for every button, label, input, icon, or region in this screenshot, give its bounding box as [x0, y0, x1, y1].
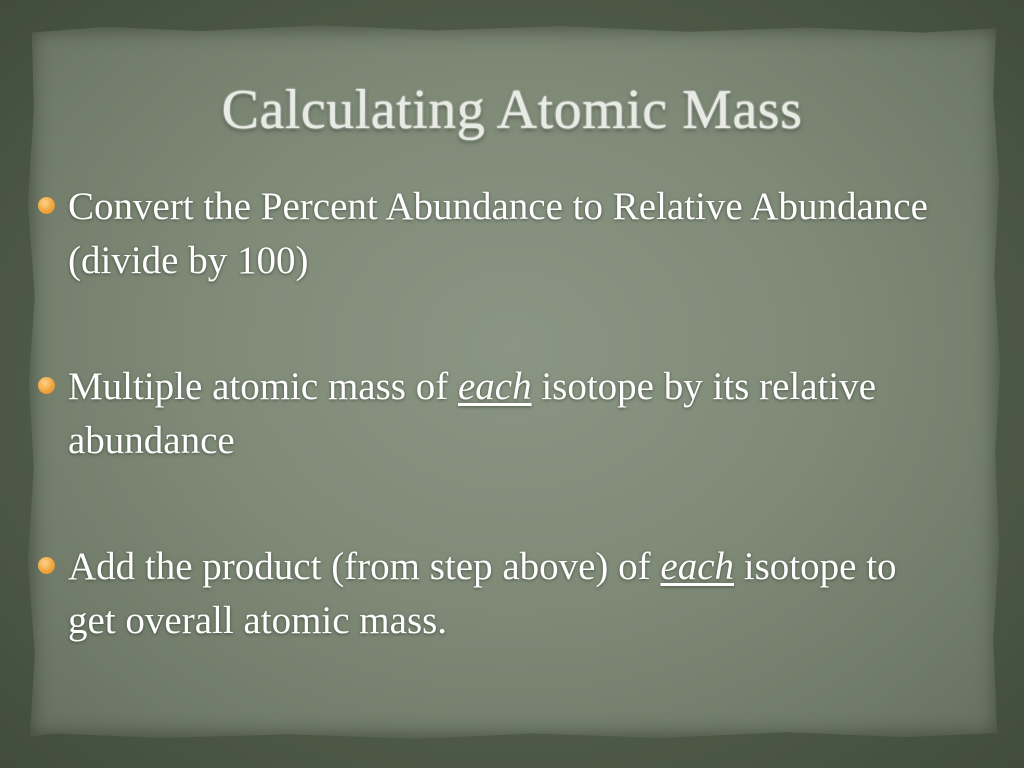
bullet-dot-icon: [38, 377, 55, 394]
bullet-text: Convert the Percent Abundance to Relative Abundance (divide by 100): [68, 185, 928, 282]
bullet-dot-icon: [38, 557, 55, 574]
bullet-text-before: Multiple atomic mass of: [68, 365, 458, 408]
bullet-dot-icon: [38, 197, 55, 214]
slide-title: Calculating Atomic Mass: [221, 79, 803, 141]
bullet-text-after: isotope to get overall atomic mass.: [68, 545, 897, 642]
bullet-item-1: [38, 180, 938, 288]
bullet-list: [38, 180, 938, 648]
bullet-emphasis: each: [457, 365, 532, 408]
bullet-item-3: [38, 540, 938, 648]
bullet-text-after: isotope by its relative abundance: [68, 365, 877, 462]
bullet-emphasis: each: [660, 545, 735, 588]
bullet-text-before: Add the product (from step above) of: [68, 545, 661, 588]
bullet-item-2: [38, 360, 938, 468]
